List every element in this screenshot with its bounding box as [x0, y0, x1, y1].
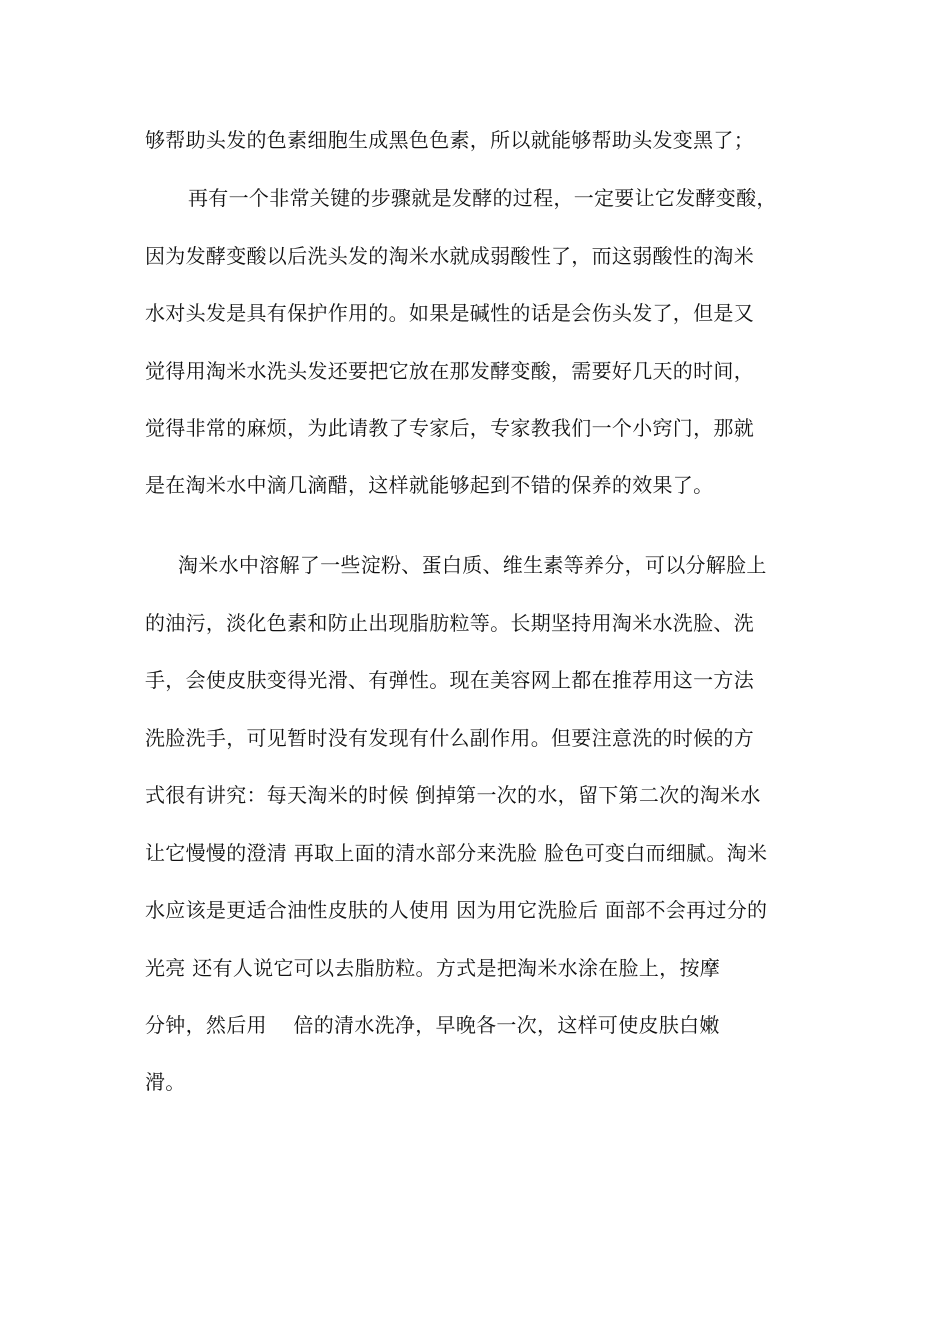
text-line-6: 觉得非常的麻烦，为此请教了专家后，专家教我们一个小窍门，那就: [145, 416, 754, 440]
text-line-12: 式很有讲究：每天淘米的时候 倒掉第一次的水，留下第二次的淘米水: [145, 783, 761, 807]
text-line-4: 水对头发是具有保护作用的。如果是碱性的话是会伤头发了，但是又: [145, 301, 754, 325]
text-line-9: 的油污，淡化色素和防止出现脂肪粒等。长期坚持用淘米水洗脸、洗: [145, 611, 754, 635]
text-line-16: 分钟，然后用 倍的清水洗净，早晚各一次，这样可使皮肤白嫩: [145, 1013, 720, 1037]
text-line-1: 够帮助头发的色素细胞生成黑色色素，所以就能够帮助头发变黑了；: [145, 128, 754, 152]
text-line-8: 淘米水中溶解了一些淀粉、蛋白质、维生素等养分，可以分解脸上: [178, 553, 767, 577]
text-line-5: 觉得用淘米水洗头发还要把它放在那发酵变酸，需要好几天的时间，: [145, 359, 754, 383]
text-line-3: 因为发酵变酸以后洗头发的淘米水就成弱酸性了，而这弱酸性的淘米: [145, 244, 754, 268]
text-line-2: 再有一个非常关键的步骤就是发酵的过程，一定要让它发酵变酸，: [188, 186, 777, 210]
text-line-14: 水应该是更适合油性皮肤的人使用 因为用它洗脸后 面部不会再过分的: [145, 898, 768, 922]
text-line-13: 让它慢慢的澄清 再取上面的清水部分来洗脸 脸色可变白而细腻。淘米: [145, 841, 768, 865]
text-line-7: 是在淘米水中滴几滴醋，这样就能够起到不错的保养的效果了。: [145, 473, 714, 497]
text-line-15: 光亮 还有人说它可以去脂肪粒。方式是把淘米水涂在脸上，按摩: [145, 956, 721, 980]
text-line-17: 滑。: [145, 1070, 186, 1094]
text-line-11: 洗脸洗手，可见暂时没有发现有什么副作用。但要注意洗的时候的方: [145, 726, 754, 750]
text-line-10: 手，会使皮肤变得光滑、有弹性。现在美容网上都在推荐用这一方法: [145, 668, 754, 692]
